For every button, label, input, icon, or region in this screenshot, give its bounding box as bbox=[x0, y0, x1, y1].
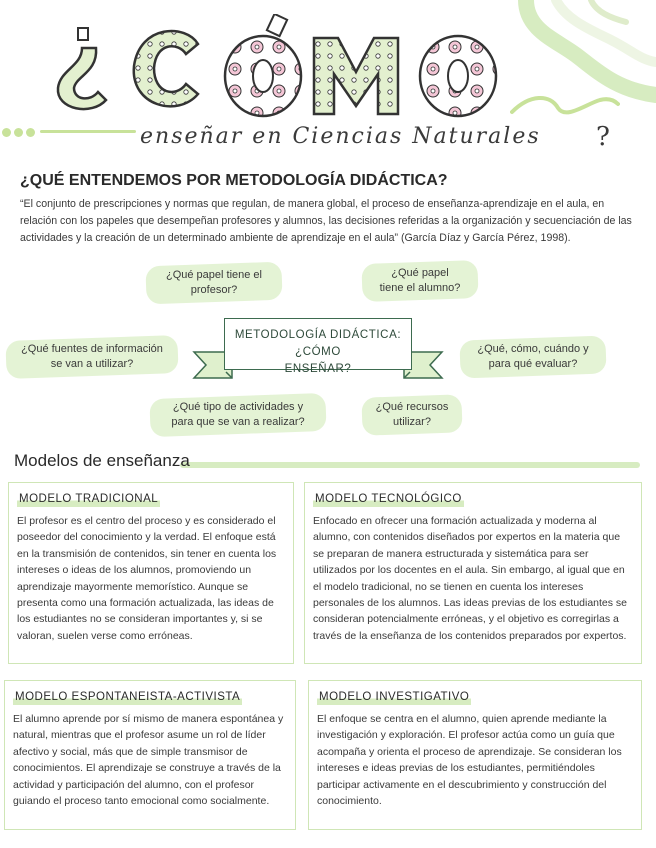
question-line: profesor? bbox=[190, 284, 238, 296]
models-heading-underline bbox=[180, 462, 640, 468]
card-title: MODELO ESPONTANEISTA-ACTIVISTA bbox=[15, 691, 241, 703]
question-line: ¿Qué, cómo, cuándo y bbox=[477, 343, 589, 355]
question-info-sources bbox=[14, 342, 170, 372]
closing-question-mark: ? bbox=[596, 122, 610, 152]
card-spontaneist-activist-model bbox=[4, 680, 296, 830]
question-activities bbox=[158, 400, 318, 430]
question-line: ¿Qué recursos bbox=[375, 401, 449, 413]
card-body: El profesor es el centro del proceso y es considerado el poseedor del conocimiento y la verdad. El enfoque está en la transmisión de contenidos, sin tener en cuenta los intereses o ideas de los alumnos, promoviendo un aprendizaje mayormente memorístico. Aunque se presenta como una formación actualizada, las ideas de los estudiantes no se consideran importantes y, si se valoran, suelen verse como erróneas. bbox=[17, 515, 277, 642]
question-line: ¿Qué fuentes de información bbox=[21, 343, 163, 355]
concept-map-center bbox=[224, 318, 412, 375]
question-line: ¿Qué papel bbox=[391, 267, 449, 279]
question-teacher-role bbox=[154, 268, 274, 298]
question-line: utilizar? bbox=[393, 416, 431, 428]
card-body: El alumno aprende por sí mismo de manera espontánea y natural, mientras que el profesor asume un rol de líder afectivo y social, más que de simple transmisor de conocimientos. El aprendizaje se construye a través de la actividad y participación del alumno, con el profesor guiando el proceso tanto emocional como socialmente. bbox=[13, 713, 284, 808]
subtitle: enseñar en Ciencias Naturales bbox=[140, 124, 541, 149]
question-line: ¿Qué papel tiene el bbox=[165, 269, 262, 281]
card-body: Enfocado en ofrecer una formación actualizada y moderna al alumno, con contenidos diseñados por expertos en la materia que se preparan de manera estructurada y sistemática para ser utilizados por los docentes en el aula. Sin embargo, al igual que en el modelo tradicional, no se tienen en cuenta los intereses personales de los alumnos. Las ideas previas de los estudiantes se consideran potencialmente erróneas, y el objetivo es corregirlas a través de la enseñanza de los contenidos preparados por expertos. bbox=[313, 515, 628, 642]
question-line: para que se van a realizar? bbox=[171, 416, 305, 428]
question-evaluation bbox=[468, 342, 598, 372]
center-line-1: METODOLOGÍA DIDÁCTICA: ¿CÓMO bbox=[234, 329, 402, 358]
question-line: ¿Qué tipo de actividades y bbox=[172, 401, 304, 413]
question-line: para qué evaluar? bbox=[488, 358, 578, 370]
card-body: El enfoque se centra en el alumno, quien aprende mediante la investigación y exploración. El profesor actúa como un guía que acompaña y orienta el proceso de aprendizaje. Se consideran los intereses e ideas previas de los estudiantes, permitiéndoles participar activamente en el descubrimiento y construcción del conocimiento. bbox=[317, 713, 622, 808]
question-resources bbox=[370, 400, 454, 430]
question-line: se van a utilizar? bbox=[50, 358, 134, 370]
card-traditional-model bbox=[8, 482, 294, 664]
section-heading-methodology: ¿QUÉ ENTENDEMOS POR METODOLOGÍA DIDÁCTICA? bbox=[20, 172, 448, 189]
question-student-role bbox=[370, 266, 470, 296]
card-title: MODELO INVESTIGATIVO bbox=[319, 691, 470, 703]
card-title: MODELO TRADICIONAL bbox=[19, 493, 159, 505]
models-heading: Modelos de enseñanza bbox=[14, 451, 190, 470]
question-line: tiene el alumno? bbox=[379, 282, 461, 294]
card-technological-model bbox=[304, 482, 642, 664]
card-investigative-model bbox=[308, 680, 642, 830]
card-title: MODELO TECNOLÓGICO bbox=[315, 493, 462, 505]
methodology-quote: “El conjunto de prescripciones y normas que regulan, de manera global, el proceso de enseñanza-aprendizaje en el aula, en relación con los papeles que desempeñan profesores y alumnos, las decisiones referidas a la organización y secuenciación de las actividades y la creación de un determinado ambiente de aprendizaje en el aula” (García Díaz y García Pérez, 1998). bbox=[20, 198, 632, 244]
center-line-2: ENSEÑAR? bbox=[284, 363, 352, 375]
